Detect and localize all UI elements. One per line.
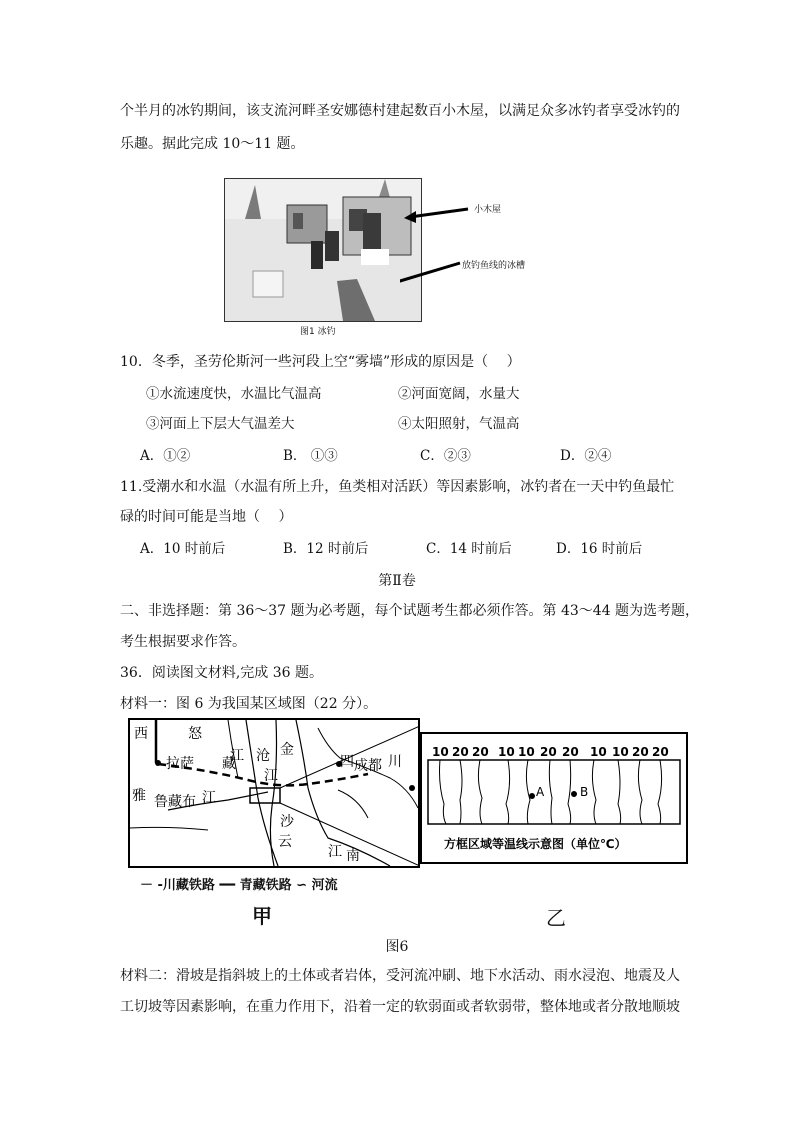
q10-statement-2: ②河面宽阔，水量大	[398, 386, 520, 402]
isotherm-label-9: 10	[612, 745, 629, 759]
section-2-line-1: 二、非选择题：第 36～37 题为必考题，每个试题考生都必须作答。第 43～44 题为选考题，	[120, 603, 700, 619]
isotherm-label-7: 20	[562, 745, 579, 759]
isotherm-label-4: 10	[498, 745, 515, 759]
map-label-xi: 西	[134, 726, 148, 742]
panel-label-yi: 乙	[546, 906, 566, 930]
isotherm-panel	[420, 732, 688, 864]
material-2-line-1: 材料二：滑坡是指斜坡上的土体或者岩体，受河流冲刷、地下水活动、雨水浸泡、地震及人	[120, 968, 680, 984]
map-label-chuan: 川	[388, 754, 402, 770]
isotherm-label-6: 20	[540, 745, 557, 759]
map-label-lucangbu: 鲁藏布	[154, 794, 196, 810]
figure-6-caption: 图6	[385, 939, 409, 955]
photo-label-trough: 放钓鱼线的冰槽	[462, 261, 526, 271]
q11-option-c: C．14 时前后	[426, 541, 512, 557]
isotherm-point-a: A	[536, 785, 545, 799]
map-label-lhasa: 拉萨	[166, 756, 194, 772]
q10-option-a: A．①②	[140, 448, 191, 464]
isotherm-label-8: 10	[590, 745, 607, 759]
section-2-title: 第Ⅱ卷	[378, 573, 416, 589]
isotherm-label-3: 20	[472, 745, 489, 759]
q10-statement-4: ④太阳照射，气温高	[398, 416, 520, 432]
ice-fishing-photo	[224, 178, 422, 322]
map-label-nu: 怒	[188, 726, 202, 742]
photo-label-hut: 小木屋	[474, 205, 502, 215]
map-legend: － -川藏铁路 ━━ 青藏铁路 ∽ 河流	[140, 878, 338, 893]
isotherm-caption: 方框区域等温线示意图（单位℃）	[444, 837, 627, 851]
map-label-jiang-1: 江	[230, 748, 244, 764]
isotherm-label-11: 20	[652, 745, 669, 759]
isotherm-label-2: 20	[452, 745, 469, 759]
passage-line-1: 个半月的冰钓期间，该支流河畔圣安娜德村建起数百小木屋，以满足众多冰钓者享受冰钓的	[120, 103, 680, 119]
q11-stem-1: 11.受潮水和水温（水温有所上升，鱼类相对活跃）等因素影响，冰钓者在一天中钓鱼最忙	[120, 479, 675, 495]
isotherm-label-1: 10	[432, 745, 449, 759]
q10-statement-3: ③河面上下层大气温差大	[146, 416, 295, 432]
map-label-nan: 南	[346, 848, 360, 864]
q10-option-d: D．②④	[560, 448, 612, 464]
map-label-zang: 藏	[222, 756, 236, 772]
map-label-si: 四	[340, 754, 354, 770]
q36-stem: 36．阅读图文材料,完成 36 题。	[120, 665, 323, 681]
q10-statement-1: ①水流速度快，水温比气温高	[146, 386, 322, 402]
map-label-yun: 云	[278, 834, 292, 850]
q36-material-1: 材料一：图 6 为我国某区域图（22 分）。	[120, 696, 378, 712]
photo-caption: 图1 冰钓	[300, 327, 336, 337]
panel-label-jia: 甲	[252, 904, 272, 928]
q10-stem: 10．冬季，圣劳伦斯河一些河段上空“雾墙”形成的原因是（ ）	[120, 354, 521, 370]
map-label-sha: 沙	[280, 814, 294, 830]
map-label-jiang-3: 江	[264, 768, 278, 784]
photo-illustration	[225, 179, 421, 321]
map-label-cang: 沧	[256, 748, 270, 764]
q10-option-c: C．②③	[420, 448, 471, 464]
map-label-jiang-2: 江	[202, 790, 216, 806]
q11-stem-2: 碌的时间可能是当地（ ）	[120, 509, 293, 525]
map-label-jiang-4: 江	[328, 844, 342, 860]
isotherm-label-5: 10	[518, 745, 535, 759]
passage-line-2: 乐趣。据此完成 10～11 题。	[120, 136, 305, 152]
material-2-line-2: 工切坡等因素影响，在重力作用下，沿着一定的软弱面或者软弱带，整体地或者分散地顺坡	[120, 999, 680, 1015]
q11-option-a: A．10 时前后	[140, 541, 226, 557]
isotherm-diagram	[422, 734, 686, 862]
q11-option-b: B．12 时前后	[283, 541, 369, 557]
q11-option-d: D．16 时前后	[556, 541, 643, 557]
isotherm-label-10: 20	[632, 745, 649, 759]
region-map	[128, 718, 420, 868]
isotherm-point-b: B	[580, 785, 589, 799]
section-2-line-2: 考生根据要求作答。	[120, 634, 246, 650]
q10-option-b: B． ①③	[283, 448, 338, 464]
photo-arrows	[400, 195, 480, 295]
map-label-ya: 雅	[132, 788, 146, 804]
map-label-jin: 金	[280, 742, 294, 758]
map-label-chengdu: 成都	[354, 758, 382, 774]
